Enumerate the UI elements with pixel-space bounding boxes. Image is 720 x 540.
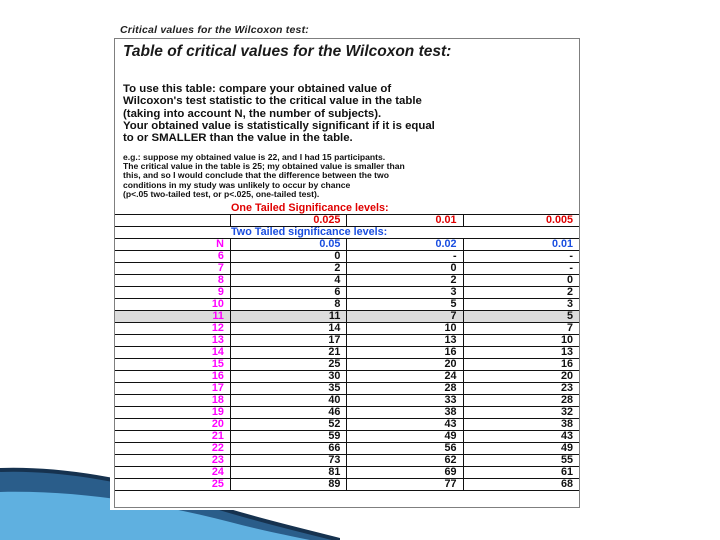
critical-value: 52 [230,419,346,431]
table-row [115,431,579,443]
critical-value: 89 [230,479,346,491]
one-tailed-level: 0.005 [463,215,579,227]
table-row [115,263,579,275]
example-line: conditions in my study was unlikely to occur by chance [123,179,351,190]
critical-value: 32 [463,407,579,419]
critical-value: 5 [463,311,579,323]
critical-value: 10 [347,323,463,335]
critical-value: 16 [463,359,579,371]
n-value: 21 [115,431,230,443]
instruction-line: To use this table: compare your obtained value of [123,83,392,95]
critical-value: 28 [463,395,579,407]
critical-value: 35 [230,383,346,395]
n-value: 15 [115,359,230,371]
instructions [123,83,579,144]
one-tailed-label: One Tailed Significance levels: [115,203,579,215]
critical-value: 61 [463,467,579,479]
document-title: Table of critical values for the Wilcoxon test: [123,43,452,60]
example-line: The critical value in the table is 25; my obtained value is smaller than [123,161,405,172]
critical-value: 30 [230,371,346,383]
one-tailed-label-row [115,203,579,215]
n-value: 9 [115,287,230,299]
table-frame [114,38,580,508]
critical-value: 5 [347,299,463,311]
table-row [115,371,579,383]
table-row [115,395,579,407]
critical-value: 81 [230,467,346,479]
critical-value: 25 [230,359,346,371]
critical-value: 49 [463,443,579,455]
n-value: 20 [115,419,230,431]
n-value: 17 [115,383,230,395]
critical-value: 3 [463,299,579,311]
critical-value: - [347,251,463,263]
scanned-table-image [110,22,582,510]
example-text [123,153,579,199]
one-tailed-levels-row [115,215,579,227]
n-value: 12 [115,323,230,335]
table-row [115,299,579,311]
critical-value: 14 [230,323,346,335]
n-value: 19 [115,407,230,419]
critical-value: 62 [347,455,463,467]
critical-value: 59 [230,431,346,443]
example-line: (p<.05 two-tailed test, or p<.025, one-tailed test). [123,188,320,199]
critical-value: 8 [230,299,346,311]
critical-value: 28 [347,383,463,395]
table-row [115,311,579,323]
critical-value: 66 [230,443,346,455]
table-row [115,479,579,491]
example-line: e.g.: suppose my obtained value is 22, and I had 15 participants. [123,152,386,162]
critical-value: - [463,251,579,263]
n-value: 8 [115,275,230,287]
critical-value: 4 [230,275,346,287]
n-value: 24 [115,467,230,479]
critical-value: 55 [463,455,579,467]
critical-value: 23 [463,383,579,395]
critical-value: 11 [230,311,346,323]
critical-value: 17 [230,335,346,347]
table-row [115,383,579,395]
table-row [115,335,579,347]
two-tailed-level: 0.02 [347,239,463,251]
n-value: 6 [115,251,230,263]
n-value: 11 [115,311,230,323]
table-row [115,287,579,299]
critical-value: 43 [463,431,579,443]
critical-value: 73 [230,455,346,467]
n-value: 18 [115,395,230,407]
table-row [115,359,579,371]
critical-value: 2 [463,287,579,299]
table-row [115,251,579,263]
two-tailed-levels-row [115,239,579,251]
one-tailed-level: 0.01 [347,215,463,227]
two-tailed-level: 0.01 [463,239,579,251]
n-value: 22 [115,443,230,455]
critical-value: 33 [347,395,463,407]
table-row [115,275,579,287]
n-header: N [115,239,230,251]
table-row [115,443,579,455]
critical-value: 7 [463,323,579,335]
critical-value: 38 [463,419,579,431]
critical-value: 46 [230,407,346,419]
blank-cell [115,215,230,227]
n-value: 23 [115,455,230,467]
two-tailed-label: Two Tailed significance levels: [115,227,579,239]
instruction-line: to or SMALLER than the value in the table. [123,132,353,145]
one-tailed-level: 0.025 [230,215,346,227]
critical-value: 77 [347,479,463,491]
critical-value: - [463,263,579,275]
critical-value: 49 [347,431,463,443]
two-tailed-label-row [115,227,579,239]
critical-value: 10 [463,335,579,347]
table-row [115,455,579,467]
critical-value: 2 [347,275,463,287]
critical-value: 2 [230,263,346,275]
critical-value: 6 [230,287,346,299]
document-caption: Critical values for the Wilcoxon test: [120,24,309,36]
example-line: this, and so I would conclude that the difference between the two [123,170,389,181]
n-value: 13 [115,335,230,347]
table-row [115,419,579,431]
critical-value: 0 [463,275,579,287]
table-row [115,467,579,479]
two-tailed-level: 0.05 [230,239,346,251]
n-value: 25 [115,479,230,491]
critical-value: 7 [347,311,463,323]
critical-value: 0 [230,251,346,263]
critical-values-table [115,203,579,491]
critical-value: 13 [463,347,579,359]
n-value: 7 [115,263,230,275]
table-row [115,407,579,419]
critical-value: 69 [347,467,463,479]
critical-value: 21 [230,347,346,359]
critical-value: 16 [347,347,463,359]
critical-value: 20 [347,359,463,371]
n-value: 16 [115,371,230,383]
critical-value: 56 [347,443,463,455]
critical-value: 68 [463,479,579,491]
critical-value: 24 [347,371,463,383]
n-value: 14 [115,347,230,359]
critical-value: 38 [347,407,463,419]
instruction-line: Your obtained value is statistically significant if it is equal [123,119,435,132]
critical-value: 13 [347,335,463,347]
critical-value: 0 [347,263,463,275]
critical-value: 40 [230,395,346,407]
table-row [115,347,579,359]
critical-value: 20 [463,371,579,383]
n-value: 10 [115,299,230,311]
critical-value: 3 [347,287,463,299]
table-row [115,323,579,335]
instruction-line: (taking into account N, the number of subjects). [123,107,382,120]
instruction-line: Wilcoxon's test statistic to the critical value in the table [123,95,422,108]
critical-value: 43 [347,419,463,431]
